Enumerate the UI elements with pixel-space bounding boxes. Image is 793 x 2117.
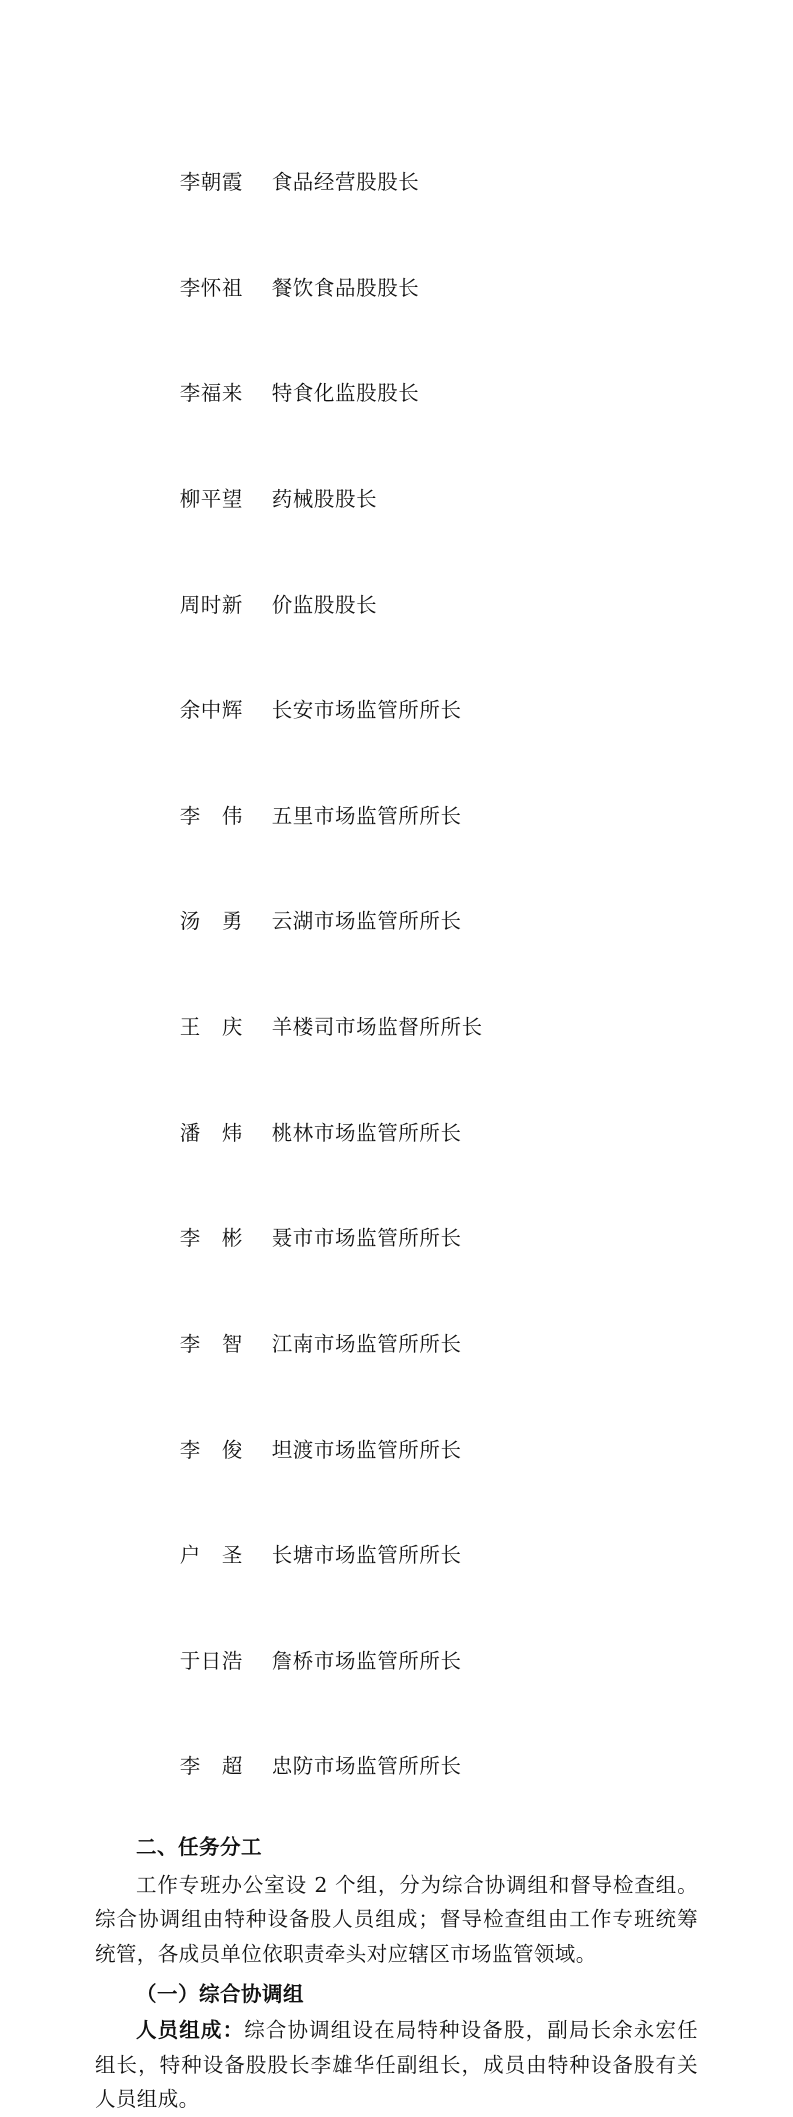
roster-row [137, 1292, 698, 1398]
roster-title: 云湖市场监管所所长 [271, 909, 462, 934]
roster-title: 坦渡市场监管所所长 [271, 1437, 462, 1462]
roster-row [137, 1397, 698, 1503]
roster-name: 余中辉 [179, 698, 244, 723]
roster-name: 李 俊 [179, 1437, 244, 1462]
roster-row [137, 341, 698, 447]
personnel-composition-label: 人员组成： [136, 2018, 245, 2043]
roster-row [137, 869, 698, 975]
section-two-paragraph: 工作专班办公室设 2 个组，分为综合协调组和督导检查组。综合协调组由特种设备股人员组成；督导检查组由工作专班统筹统管，各成员单位依职责牵头对应辖区市场监管领域。 [95, 1872, 698, 1966]
personnel-composition-text: 综合协调组设在局特种设备股，副局长余永宏任组长，特种设备股股长李雄华任副组长，成员由特种设备股有关人员组成。 [95, 2018, 698, 2112]
subsection-one-paragraph [95, 2013, 698, 2117]
roster-title: 江南市场监管所所长 [271, 1331, 462, 1356]
section-two-heading: 二、任务分工 [136, 1834, 262, 1859]
roster-name: 柳平望 [179, 487, 244, 512]
roster-name: 李 伟 [179, 803, 244, 828]
roster-title: 药械股股长 [271, 487, 378, 512]
roster-title: 詹桥市场监管所所长 [271, 1648, 462, 1673]
roster-row [137, 552, 698, 658]
roster-name: 李 智 [179, 1331, 244, 1356]
roster-name: 王 庆 [179, 1015, 244, 1040]
roster-title: 长安市场监管所所长 [271, 698, 462, 723]
roster-row [137, 1503, 698, 1609]
roster-title: 五里市场监管所所长 [271, 803, 462, 828]
roster-title: 长塘市场监管所所长 [271, 1543, 462, 1568]
roster-title: 餐饮食品股股长 [271, 275, 420, 300]
roster-name: 李怀祖 [179, 275, 244, 300]
roster-row [137, 236, 698, 342]
roster-title: 桃林市场监管所所长 [271, 1120, 462, 1145]
roster-row [137, 1714, 698, 1820]
subsection-one-heading: （一）综合协调组 [136, 1982, 304, 2007]
roster-name: 周时新 [179, 592, 244, 617]
roster-name: 李 超 [179, 1754, 244, 1779]
roster-row [137, 764, 698, 870]
roster-row [137, 658, 698, 764]
roster-title: 忠防市场监管所所长 [271, 1754, 462, 1779]
roster-name: 于日浩 [179, 1648, 244, 1673]
roster-name: 李 彬 [179, 1226, 244, 1251]
roster-title: 价监股股长 [271, 592, 378, 617]
roster-row [137, 130, 698, 236]
roster-name: 户 圣 [179, 1543, 244, 1568]
roster-title: 聂市市场监管所所长 [271, 1226, 462, 1251]
roster-title: 食品经营股股长 [271, 170, 420, 195]
roster-name: 李福来 [179, 381, 244, 406]
roster-name: 汤 勇 [179, 909, 244, 934]
roster-row [137, 975, 698, 1081]
personnel-roster [137, 130, 698, 1820]
roster-title: 羊楼司市场监督所所长 [271, 1015, 483, 1040]
roster-row [137, 1186, 698, 1292]
roster-row [137, 1609, 698, 1715]
roster-row [137, 1080, 698, 1186]
roster-name: 李朝霞 [179, 170, 244, 195]
roster-title: 特食化监股股长 [271, 381, 420, 406]
roster-name: 潘 炜 [179, 1120, 244, 1145]
roster-row [137, 447, 698, 553]
